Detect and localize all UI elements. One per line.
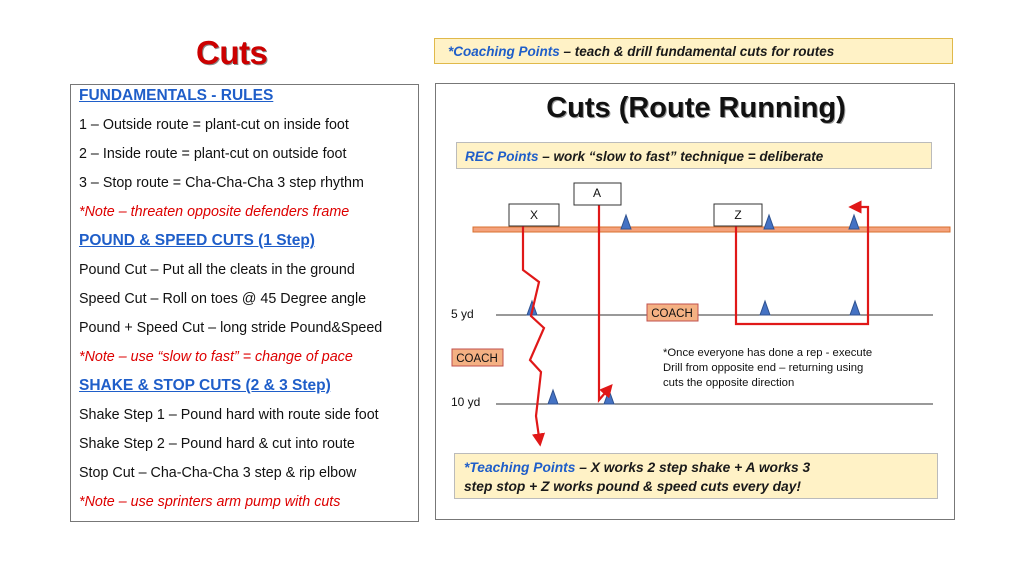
drill-note-line-2: Drill from opposite end – returning using <box>663 362 864 374</box>
coaching-points-text: – teach & drill fundamental cuts for routes <box>559 44 835 59</box>
cone-marker <box>548 390 558 404</box>
player-z-label: Z <box>734 208 742 222</box>
cone-marker <box>849 215 859 229</box>
cone-marker <box>764 215 774 229</box>
yard-label-10: 10 yd <box>451 395 481 409</box>
coaching-points-box <box>434 38 953 64</box>
cone-marker <box>760 301 770 315</box>
note-item: *Note – use “slow to fast” = change of pace <box>79 349 353 365</box>
rule-item: Shake Step 1 – Pound hard with route side foot <box>79 407 379 423</box>
rule-item: Pound Cut – Put all the cleats in the ground <box>79 262 355 278</box>
player-x-label: X <box>529 208 539 222</box>
rule-item: Stop Cut – Cha-Cha-Cha 3 step & rip elbow <box>79 465 357 481</box>
coaching-points-label: *Coaching Points <box>448 44 560 59</box>
teaching-points-box <box>454 453 938 499</box>
diagram-title: Cuts (Route Running) <box>546 92 846 124</box>
line-of-scrimmage <box>473 227 950 232</box>
rule-item: 2 – Inside route = plant-cut on outside foot <box>79 146 347 162</box>
rule-item: 1 – Outside route = plant-cut on inside foot <box>79 117 349 133</box>
rule-item: Pound + Speed Cut – long stride Pound&Speed <box>79 320 383 336</box>
section-heading: FUNDAMENTALS - RULES <box>79 87 274 104</box>
cone-marker <box>850 301 860 315</box>
teaching-points-line-1: – X works 2 step shake + A works 3 <box>575 460 811 475</box>
rec-points-label: REC Points <box>465 149 539 164</box>
x-route <box>523 224 544 444</box>
rule-item: Speed Cut – Roll on toes @ 45 Degree angle <box>79 291 367 307</box>
teaching-points-line-2: step stop + Z works pound & speed cuts every day! <box>464 479 801 494</box>
rule-item: Shake Step 2 – Pound hard & cut into route <box>79 436 355 452</box>
page-title: Cuts <box>196 34 268 71</box>
coach-label: COACH <box>456 353 498 365</box>
rule-item: 3 – Stop route = Cha-Cha-Cha 3 step rhythm <box>79 175 364 191</box>
fundamentals-panel <box>70 84 419 522</box>
a-route <box>599 195 611 400</box>
drill-note-line-1: *Once everyone has done a rep - execute <box>663 347 873 359</box>
section-heading: POUND & SPEED CUTS (1 Step) <box>79 232 315 249</box>
note-item: *Note – use sprinters arm pump with cuts <box>79 494 341 510</box>
section-heading: SHAKE & STOP CUTS (2 & 3 Step) <box>79 377 331 394</box>
coach-label: COACH <box>651 308 693 320</box>
teaching-points-label: *Teaching Points <box>464 460 576 475</box>
player-a-label: A <box>592 186 602 200</box>
note-item: *Note – threaten opposite defenders frame <box>79 204 350 220</box>
yard-label-5: 5 yd <box>451 307 474 321</box>
diagram-panel <box>435 83 955 520</box>
rec-points-text: – work “slow to fast” technique = deliberate <box>538 149 824 164</box>
cone-marker <box>621 215 631 229</box>
drill-note-line-3: cuts the opposite direction <box>663 377 795 389</box>
